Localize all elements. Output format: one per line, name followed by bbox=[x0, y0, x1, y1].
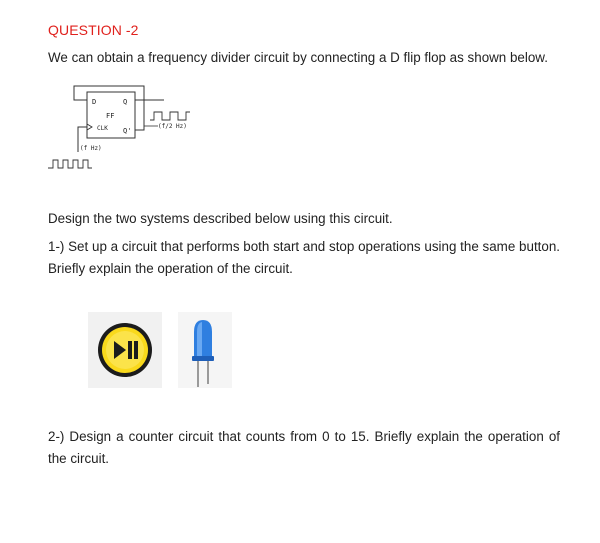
input-frequency-label: (f Hz) bbox=[80, 145, 102, 152]
question-title: QUESTION -2 bbox=[48, 22, 139, 38]
part1-text: 1-) Set up a circuit that performs both start and stop operations using the same button. Briefly explain the operation of the circuit. bbox=[48, 239, 560, 276]
pin-d-label: D bbox=[92, 98, 97, 106]
pin-qbar-label: Q' bbox=[123, 127, 132, 135]
block-ff-label: FF bbox=[106, 112, 115, 120]
button-and-led-image bbox=[88, 312, 236, 390]
output-waveform bbox=[150, 112, 190, 120]
pin-clk-label: CLK bbox=[97, 125, 108, 132]
part2-text: 2-) Design a counter circuit that counts from 0 to 15. Briefly explain the operation of the circuit. bbox=[48, 429, 560, 466]
design-intro-text: Design the two systems described below using this circuit. bbox=[48, 211, 393, 226]
play-pause-button-icon bbox=[98, 323, 152, 377]
frequency-divider-circuit bbox=[40, 82, 230, 182]
output-frequency-label: (f/2 Hz) bbox=[158, 123, 187, 130]
input-waveform bbox=[48, 160, 92, 168]
pin-q-label: Q bbox=[123, 98, 128, 106]
intro-text: We can obtain a frequency divider circuit by connecting a D flip flop as shown below. bbox=[48, 50, 548, 65]
